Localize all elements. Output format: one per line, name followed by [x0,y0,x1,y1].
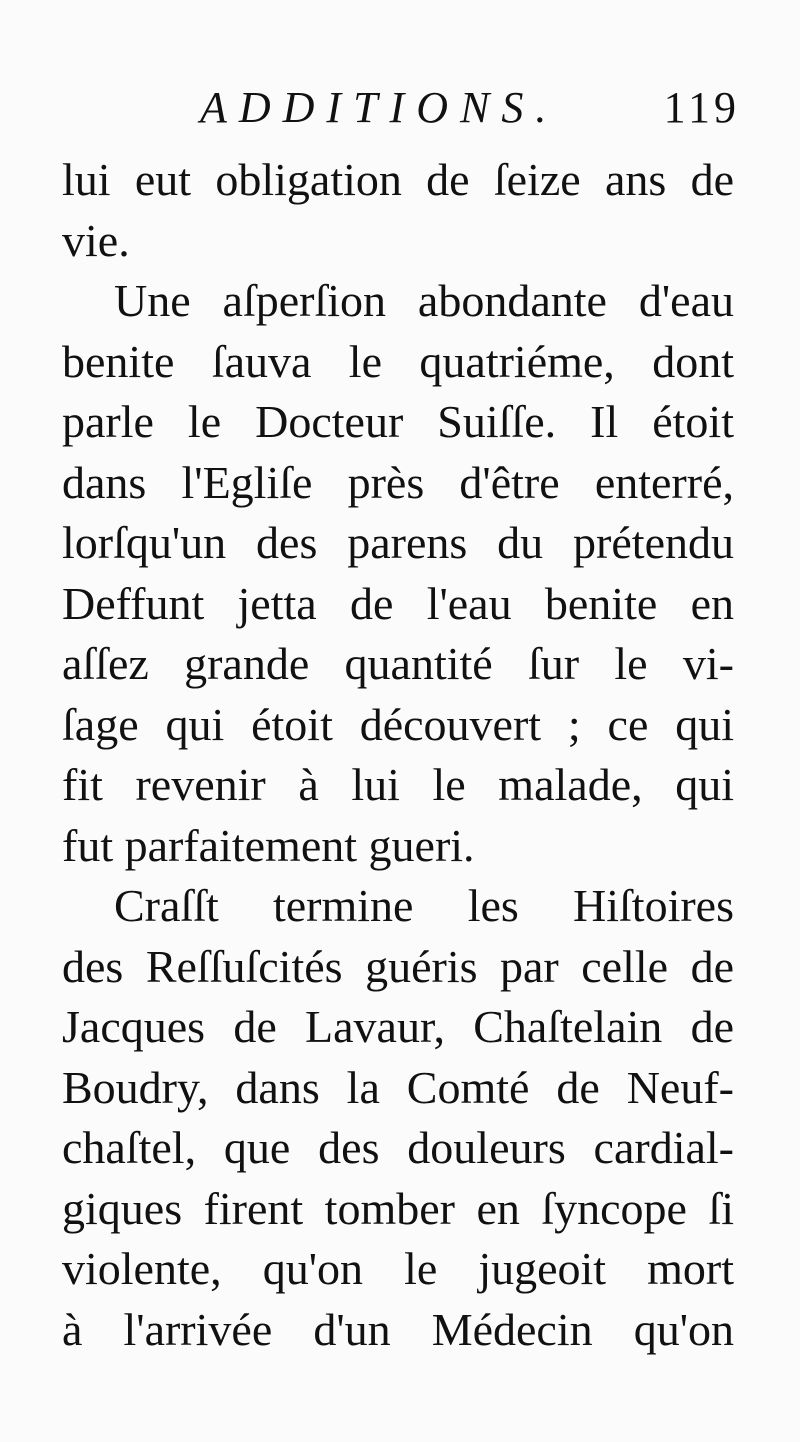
text-line: chaſtel, que des douleurs cardial- [62,1122,734,1173]
text-line: fut parfaitement gueri. [62,819,475,871]
running-head: ADDITIONS. [200,83,559,132]
text-line: fit revenir à lui le malade, qui [62,759,734,810]
text-line: lorſqu'un des parens du prétendu [62,517,734,568]
text-line: violente, qu'on le jugeoit mort [62,1243,734,1294]
text-line: parle le Docteur Suiſſe. Il étoit [62,396,734,447]
text-line: Deffunt jetta de l'eau benite en [62,577,734,629]
body-text [62,150,734,1360]
text-line: lui eut obligation de ſeize ans de [62,154,734,205]
text-line: des Reſſuſcités guéris par celle de [62,940,734,992]
text-line: Boudry, dans la Comté de Neuf- [62,1061,734,1113]
text-line: giques firent tomber en ſyncope ſi [62,1182,734,1234]
text-line: ſage qui étoit découvert ; ce qui [62,698,734,750]
text-line: vie. [62,214,130,266]
text-line: à l'arrivée d'un Médecin qu'on [62,1303,734,1355]
page-header [200,82,740,142]
text-line: dans l'Egliſe près d'être enterré, [62,456,734,508]
paragraph-start-line: Craſſt termine les Hiſtoires [114,880,734,931]
text-line: Jacques de Lavaur, Chaſtelain de [62,1001,734,1052]
text-line: aſſez grande quantité ſur le vi- [62,638,734,689]
paragraph-start-line: Une aſperſion abondante d'eau [114,275,734,326]
text-line: benite ſauva le quatriéme, dont [62,335,734,387]
page-number: 119 [663,83,740,132]
